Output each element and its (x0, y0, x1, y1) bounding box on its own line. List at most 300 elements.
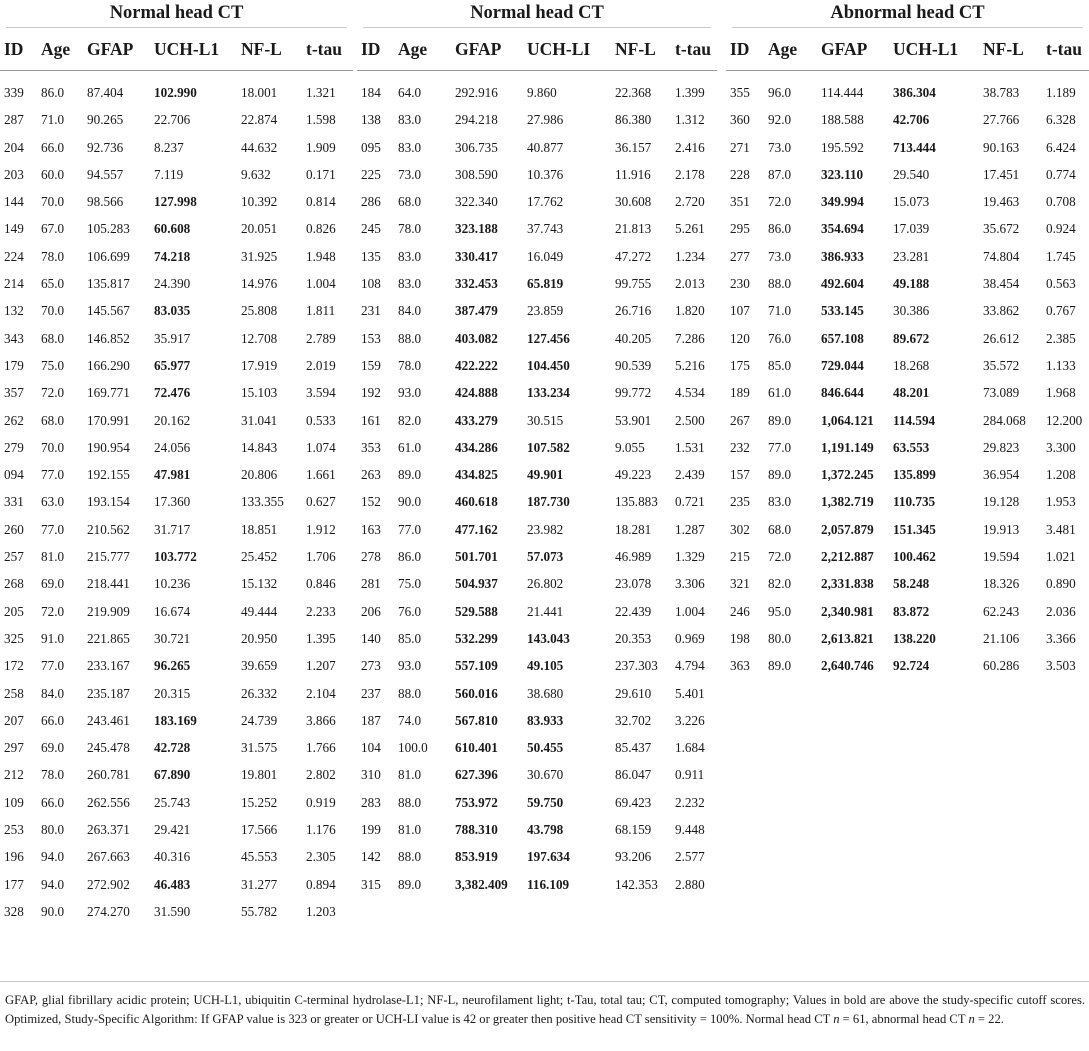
cell-uchl1: 30.515 (527, 412, 564, 428)
table-row (357, 871, 717, 898)
cell-age: 72.0 (41, 385, 65, 401)
cell-ttau: 1.329 (675, 549, 705, 565)
cell-ttau: 0.171 (306, 166, 336, 182)
cell-nfl: 18.851 (241, 521, 278, 537)
cell-uchl1: 138.220 (893, 630, 936, 646)
cell-nfl: 31.575 (241, 740, 278, 756)
table-row (0, 297, 353, 324)
cell-ttau: 1.661 (306, 467, 336, 483)
cell-gfap: 323.188 (455, 221, 498, 237)
cell-gfap: 387.479 (455, 303, 498, 319)
cell-gfap: 433.279 (455, 412, 498, 428)
cell-nfl: 36.157 (615, 139, 652, 155)
cell-ttau: 2.439 (675, 467, 705, 483)
cell-ttau: 3.503 (1046, 658, 1076, 674)
cell-id: 228 (730, 166, 750, 182)
cell-ttau: 2.305 (306, 849, 336, 865)
cell-nfl: 32.702 (615, 712, 652, 728)
cell-age: 73.0 (398, 166, 422, 182)
cell-gfap: 294.218 (455, 112, 498, 128)
cell-gfap: 263.371 (87, 822, 130, 838)
cell-id: 161 (361, 412, 381, 428)
table-row (357, 543, 717, 570)
cell-age: 70.0 (41, 303, 65, 319)
cell-nfl: 14.843 (241, 439, 278, 455)
cell-id: 177 (4, 876, 24, 892)
cell-ttau: 5.401 (675, 685, 705, 701)
cell-id: 120 (730, 330, 750, 346)
cell-uchl1: 127.998 (154, 194, 197, 210)
cell-age: 66.0 (41, 139, 65, 155)
cell-age: 71.0 (768, 303, 792, 319)
column-header-id: ID (4, 39, 24, 59)
table-row (0, 843, 353, 870)
footnote-text: = 22. (974, 1012, 1004, 1026)
cell-uchl1: 42.728 (154, 740, 191, 756)
cell-uchl1: 114.594 (893, 412, 936, 428)
column-header-nfl: NF-L (241, 39, 282, 59)
cell-gfap: 434.825 (455, 467, 498, 483)
table-row (0, 734, 353, 761)
cell-id: 268 (4, 576, 24, 592)
column-header-gfap: GFAP (455, 39, 502, 59)
cell-age: 69.0 (41, 740, 65, 756)
cell-age: 82.0 (768, 576, 792, 592)
cell-id: 189 (730, 385, 750, 401)
cell-ttau: 2.232 (675, 794, 705, 810)
cell-ttau: 2.019 (306, 357, 336, 373)
cell-nfl: 20.806 (241, 467, 278, 483)
cell-gfap: 260.781 (87, 767, 130, 783)
table-row (357, 570, 717, 597)
table-row (0, 543, 353, 570)
table-row (0, 488, 353, 515)
cell-ttau: 0.563 (1046, 276, 1076, 292)
footnote-text: = 61, abnormal head CT (839, 1012, 969, 1026)
cell-id: 225 (361, 166, 381, 182)
cell-nfl: 86.380 (615, 112, 652, 128)
cell-uchl1: 96.265 (154, 658, 191, 674)
cell-nfl: 53.901 (615, 412, 652, 428)
cell-age: 70.0 (41, 194, 65, 210)
cell-id: 353 (361, 439, 381, 455)
cell-gfap: 322.340 (455, 194, 498, 210)
cell-gfap: 308.590 (455, 166, 498, 182)
cell-ttau: 1.399 (675, 85, 705, 100)
cell-uchl1: 83.872 (893, 603, 930, 619)
cell-uchl1: 30.386 (893, 303, 930, 319)
cell-uchl1: 107.582 (527, 439, 570, 455)
cell-id: 187 (361, 712, 381, 728)
cell-uchl1: 20.315 (154, 685, 191, 701)
cell-id: 207 (4, 712, 24, 728)
table-row (357, 680, 717, 707)
cell-ttau: 2.233 (306, 603, 336, 619)
cell-uchl1: 29.421 (154, 822, 191, 838)
cell-id: 230 (730, 276, 750, 292)
cell-id: 271 (730, 139, 750, 155)
cell-gfap: 2,057.879 (821, 521, 874, 537)
cell-ttau: 0.767 (1046, 303, 1076, 319)
cell-id: 184 (361, 85, 381, 100)
cell-gfap: 2,340.981 (821, 603, 874, 619)
cell-gfap: 1,191.149 (821, 439, 874, 455)
cell-age: 88.0 (768, 276, 792, 292)
cell-ttau: 9.448 (675, 822, 705, 838)
cell-age: 68.0 (398, 194, 422, 210)
cell-id: 142 (361, 849, 381, 865)
cell-nfl: 69.423 (615, 794, 652, 810)
cell-id: 214 (4, 276, 24, 292)
cell-nfl: 31.041 (241, 412, 278, 428)
cell-ttau: 2.013 (675, 276, 705, 292)
cell-gfap: 533.145 (821, 303, 864, 319)
cell-age: 76.0 (398, 603, 422, 619)
column-header-uchl1: UCH-L1 (893, 39, 959, 59)
cell-gfap: 146.852 (87, 330, 130, 346)
table-row (0, 243, 353, 270)
cell-nfl: 24.739 (241, 712, 278, 728)
table-row (0, 270, 353, 297)
cell-age: 82.0 (398, 412, 422, 428)
cell-uchl1: 58.248 (893, 576, 930, 592)
divider (363, 27, 711, 28)
table-row (357, 161, 717, 188)
cell-nfl: 62.243 (983, 603, 1020, 619)
cell-age: 61.0 (398, 439, 422, 455)
cell-age: 77.0 (398, 521, 422, 537)
table-row (0, 570, 353, 597)
cell-gfap: 332.453 (455, 276, 498, 292)
cell-age: 66.0 (41, 794, 65, 810)
table-row (0, 325, 353, 352)
cell-gfap: 233.167 (87, 658, 130, 674)
cell-uchl1: 143.043 (527, 630, 570, 646)
cell-gfap: 424.888 (455, 385, 498, 401)
cell-uchl1: 26.802 (527, 576, 564, 592)
cell-id: 363 (730, 658, 750, 674)
cell-id: 149 (4, 221, 24, 237)
cell-id: 262 (4, 412, 24, 428)
cell-nfl: 133.355 (241, 494, 284, 510)
cell-id: 144 (4, 194, 24, 210)
column-header-ttau: t-tau (675, 39, 711, 59)
cell-uchl1: 7.119 (154, 166, 184, 182)
cell-ttau: 4.534 (675, 385, 705, 401)
cell-ttau: 1.133 (1046, 357, 1076, 373)
cell-ttau: 0.774 (1046, 166, 1076, 182)
cell-ttau: 7.286 (675, 330, 705, 346)
cell-nfl: 15.103 (241, 385, 278, 401)
cell-nfl: 38.454 (983, 276, 1020, 292)
cell-nfl: 284.068 (983, 412, 1026, 428)
cell-age: 72.0 (768, 549, 792, 565)
table-row (0, 434, 353, 461)
cell-age: 72.0 (768, 194, 792, 210)
cell-ttau: 6.328 (1046, 112, 1076, 128)
cell-gfap: 354.694 (821, 221, 864, 237)
table-row (357, 707, 717, 734)
cell-nfl: 26.612 (983, 330, 1020, 346)
cell-age: 70.0 (41, 439, 65, 455)
table-row (0, 352, 353, 379)
cell-gfap: 627.396 (455, 767, 498, 783)
cell-uchl1: 83.035 (154, 303, 191, 319)
cell-gfap: 323.110 (821, 166, 864, 182)
table-row (726, 134, 1089, 161)
cell-nfl: 31.925 (241, 248, 278, 264)
cell-age: 77.0 (41, 521, 65, 537)
cell-gfap: 560.016 (455, 685, 498, 701)
cell-ttau: 1.021 (1046, 549, 1076, 565)
cell-id: 235 (730, 494, 750, 510)
cell-nfl: 93.206 (615, 849, 652, 865)
cell-uchl1: 713.444 (893, 139, 936, 155)
cell-gfap: 610.401 (455, 740, 498, 756)
table-row (726, 652, 1089, 679)
cell-id: 278 (361, 549, 381, 565)
cell-age: 78.0 (41, 248, 65, 264)
cell-uchl1: 17.360 (154, 494, 191, 510)
cell-uchl1: 116.109 (527, 876, 570, 892)
cell-id: 310 (361, 767, 381, 783)
cell-ttau: 3.366 (1046, 630, 1076, 646)
cell-gfap: 2,613.821 (821, 630, 874, 646)
cell-nfl: 14.976 (241, 276, 278, 292)
cell-ttau: 0.890 (1046, 576, 1076, 592)
divider (357, 70, 717, 71)
cell-uchl1: 65.819 (527, 276, 564, 292)
table-row (357, 843, 717, 870)
cell-uchl1: 83.933 (527, 712, 564, 728)
cell-id: 204 (4, 139, 24, 155)
cell-age: 75.0 (41, 357, 65, 373)
table-row (357, 816, 717, 843)
cell-gfap: 1,382.719 (821, 494, 874, 510)
cell-ttau: 12.200 (1046, 412, 1083, 428)
cell-age: 86.0 (398, 549, 422, 565)
cell-id: 232 (730, 439, 750, 455)
cell-ttau: 1.766 (306, 740, 336, 756)
cell-nfl: 25.452 (241, 549, 278, 565)
cell-age: 91.0 (41, 630, 65, 646)
cell-uchl1: 18.268 (893, 357, 930, 373)
table-row (0, 188, 353, 215)
cell-gfap: 729.044 (821, 357, 864, 373)
cell-gfap: 106.699 (87, 248, 130, 264)
cell-uchl1: 151.345 (893, 521, 936, 537)
cell-age: 83.0 (398, 112, 422, 128)
cell-id: 163 (361, 521, 381, 537)
cell-age: 80.0 (41, 822, 65, 838)
cell-uchl1: 37.743 (527, 221, 564, 237)
cell-age: 96.0 (768, 85, 792, 100)
column-header-age: Age (41, 39, 71, 59)
cell-nfl: 36.954 (983, 467, 1020, 483)
cell-gfap: 94.557 (87, 166, 124, 182)
cell-ttau: 1.287 (675, 521, 705, 537)
cell-gfap: 210.562 (87, 521, 130, 537)
cell-nfl: 73.089 (983, 385, 1020, 401)
cell-gfap: 3,382.409 (455, 876, 508, 892)
cell-gfap: 386.933 (821, 248, 864, 264)
cell-id: 325 (4, 630, 24, 646)
cell-uchl1: 40.316 (154, 849, 191, 865)
cell-nfl: 19.128 (983, 494, 1020, 510)
cell-id: 297 (4, 740, 24, 756)
cell-age: 85.0 (768, 357, 792, 373)
cell-uchl1: 102.990 (154, 85, 197, 100)
cell-gfap: 477.162 (455, 521, 498, 537)
cell-ttau: 1.203 (306, 903, 336, 919)
cell-ttau: 0.919 (306, 794, 336, 810)
cell-ttau: 1.953 (1046, 494, 1076, 510)
cell-ttau: 2.036 (1046, 603, 1076, 619)
cell-uchl1: 38.680 (527, 685, 564, 701)
cell-nfl: 27.766 (983, 112, 1020, 128)
table-row (726, 352, 1089, 379)
cell-id: 138 (361, 112, 381, 128)
cell-nfl: 23.078 (615, 576, 652, 592)
cell-uchl1: 22.706 (154, 112, 191, 128)
cell-age: 89.0 (768, 467, 792, 483)
table-row (0, 898, 353, 925)
cell-id: 279 (4, 439, 24, 455)
cell-ttau: 2.802 (306, 767, 336, 783)
cell-gfap: 145.567 (87, 303, 130, 319)
cell-uchl1: 15.073 (893, 194, 930, 210)
table-row (357, 434, 717, 461)
cell-age: 93.0 (398, 385, 422, 401)
cell-id: 108 (361, 276, 381, 292)
cell-ttau: 0.533 (306, 412, 336, 428)
cell-id: 351 (730, 194, 750, 210)
cell-ttau: 3.306 (675, 576, 705, 592)
column-header-age: Age (398, 39, 428, 59)
cell-nfl: 60.286 (983, 658, 1020, 674)
cell-uchl1: 24.390 (154, 276, 191, 292)
cell-id: 246 (730, 603, 750, 619)
cell-nfl: 90.539 (615, 357, 652, 373)
table-row (357, 488, 717, 515)
cell-uchl1: 30.721 (154, 630, 191, 646)
cell-gfap: 492.604 (821, 276, 864, 292)
cell-uchl1: 59.750 (527, 794, 564, 810)
cell-gfap: 105.283 (87, 221, 130, 237)
cell-id: 135 (361, 248, 381, 264)
cell-uchl1: 49.105 (527, 658, 564, 674)
cell-ttau: 1.811 (306, 303, 336, 319)
cell-nfl: 19.913 (983, 521, 1020, 537)
cell-age: 77.0 (41, 658, 65, 674)
cell-uchl1: 23.982 (527, 521, 564, 537)
cell-gfap: 87.404 (87, 85, 124, 100)
table-row (357, 215, 717, 242)
cell-uchl1: 197.634 (527, 849, 570, 865)
cell-age: 69.0 (41, 576, 65, 592)
cell-age: 87.0 (768, 166, 792, 182)
cell-gfap: 853.919 (455, 849, 498, 865)
cell-id: 237 (361, 685, 381, 701)
cell-nfl: 46.989 (615, 549, 652, 565)
table-row (726, 434, 1089, 461)
cell-uchl1: 135.899 (893, 467, 936, 483)
cell-nfl: 39.659 (241, 658, 278, 674)
table-row (726, 625, 1089, 652)
cell-id: 302 (730, 521, 750, 537)
group-title: Normal head CT (109, 3, 244, 23)
cell-age: 81.0 (398, 822, 422, 838)
group-normal-ct-2 (357, 0, 717, 975)
table-row (726, 598, 1089, 625)
cell-age: 66.0 (41, 712, 65, 728)
cell-nfl: 25.808 (241, 303, 278, 319)
cell-ttau: 2.880 (675, 876, 705, 892)
cell-gfap: 460.618 (455, 494, 498, 510)
cell-id: 215 (730, 549, 750, 565)
cell-uchl1: 183.169 (154, 712, 197, 728)
cell-uchl1: 21.441 (527, 603, 564, 619)
cell-nfl: 55.782 (241, 903, 278, 919)
cell-id: 175 (730, 357, 750, 373)
cell-ttau: 1.004 (675, 603, 705, 619)
table-row (357, 243, 717, 270)
cell-id: 159 (361, 357, 381, 373)
cell-gfap: 292.916 (455, 85, 498, 100)
cell-uchl1: 100.462 (893, 549, 936, 565)
cell-ttau: 2.789 (306, 330, 336, 346)
cell-id: 273 (361, 658, 381, 674)
cell-nfl: 86.047 (615, 767, 652, 783)
cell-nfl: 19.594 (983, 549, 1020, 565)
cell-gfap: 135.817 (87, 276, 130, 292)
cell-uchl1: 30.670 (527, 767, 564, 783)
cell-id: 199 (361, 822, 381, 838)
cell-uchl1: 17.039 (893, 221, 930, 237)
cell-uchl1: 10.236 (154, 576, 191, 592)
cell-id: 172 (4, 658, 24, 674)
cell-id: 140 (361, 630, 381, 646)
cell-uchl1: 23.859 (527, 303, 564, 319)
cell-nfl: 17.451 (983, 166, 1020, 182)
cell-gfap: 567.810 (455, 712, 498, 728)
group-normal-ct-1 (0, 0, 353, 975)
table-body (0, 79, 353, 925)
cell-uchl1: 16.049 (527, 248, 564, 264)
cell-ttau: 1.312 (675, 112, 705, 128)
cell-id: 260 (4, 521, 24, 537)
table-row (0, 871, 353, 898)
cell-ttau: 5.261 (675, 221, 705, 237)
table-row (357, 407, 717, 434)
cell-gfap: 753.972 (455, 794, 498, 810)
cell-age: 88.0 (398, 849, 422, 865)
cell-id: 283 (361, 794, 381, 810)
cell-id: 267 (730, 412, 750, 428)
table-row (0, 106, 353, 133)
column-header-nfl: NF-L (983, 39, 1024, 59)
cell-id: 257 (4, 549, 24, 565)
cell-ttau: 6.424 (1046, 139, 1076, 155)
cell-ttau: 0.924 (1046, 221, 1076, 237)
table-footnote (5, 991, 1085, 1029)
cell-age: 76.0 (768, 330, 792, 346)
cell-ttau: 1.321 (306, 85, 336, 100)
cell-id: 277 (730, 248, 750, 264)
table-row (726, 243, 1089, 270)
cell-age: 75.0 (398, 576, 422, 592)
cell-age: 88.0 (398, 685, 422, 701)
